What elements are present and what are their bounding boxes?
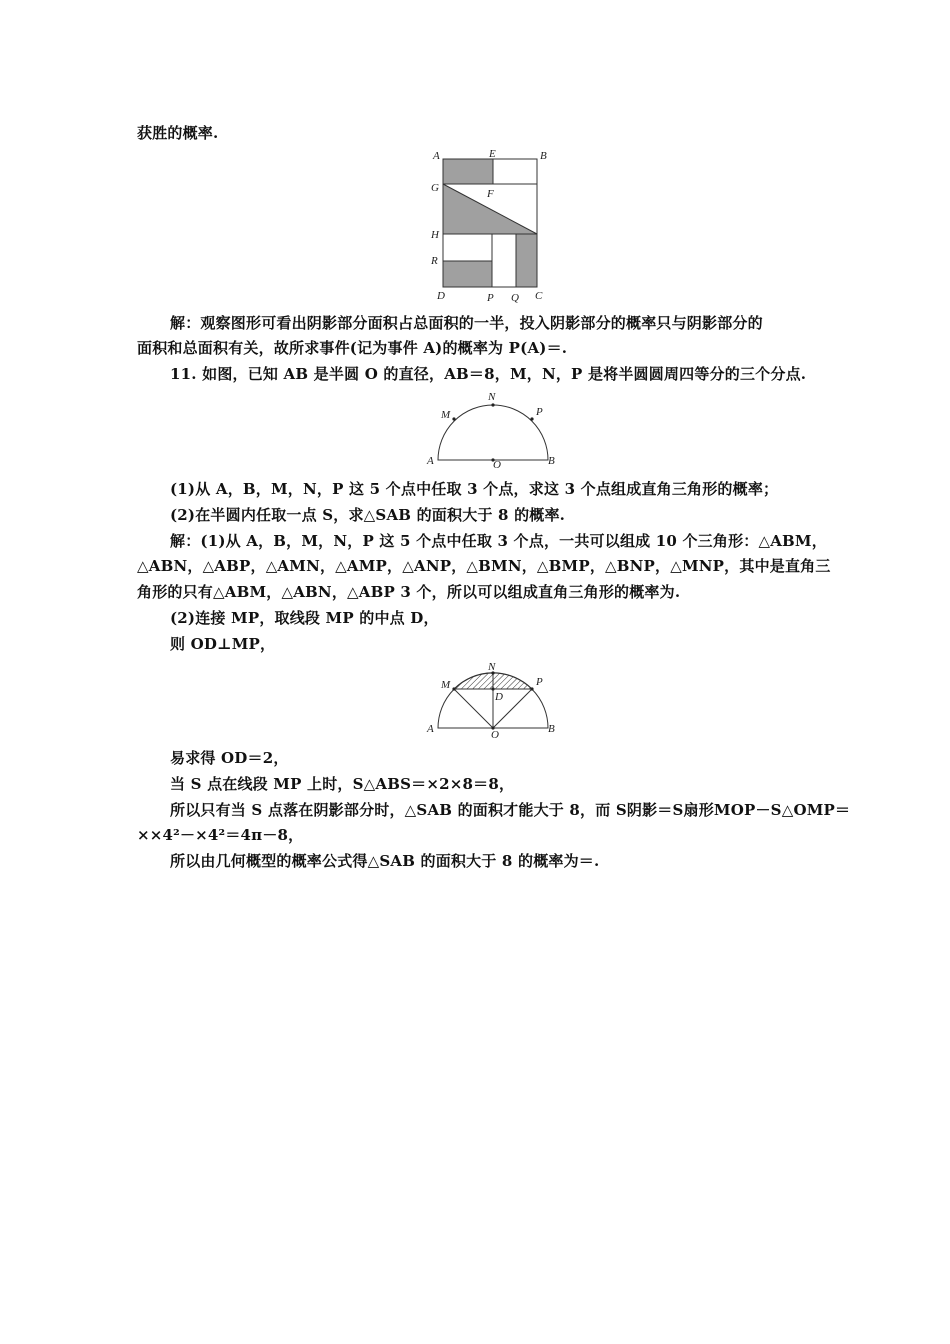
text-line-4: 11. 如图，已知 AB 是半圆 O 的直径，AB＝8，M，N，P 是将半圆圆周四等分的三个分点. [170, 365, 807, 383]
text-line-15: ××4²－×4²＝4π－8， [137, 826, 304, 844]
text-line-5: (1)从 A，B，M，N，P 这 5 个点中任取 3 个点，求这 3 个点组成直角三角形的概率； [170, 480, 779, 498]
fig3-label-P: P [536, 676, 543, 688]
fig2-label-A: A [427, 455, 434, 467]
fig1-label-A: A [433, 150, 440, 162]
semicircle-figure [424, 388, 564, 473]
text-line-11: 则 OD⊥MP， [170, 635, 276, 653]
fig3-label-M: M [441, 679, 451, 691]
fig2-label-B: B [548, 455, 555, 467]
fig1-label-E: E [489, 148, 496, 160]
text-line-10: (2)连接 MP，取线段 MP 的中点 D， [170, 609, 439, 627]
text-line-2: 解：观察图形可看出阴影部分面积占总面积的一半，投入阴影部分的概率只与阴影部分的 [170, 314, 763, 332]
fig3-label-B: B [548, 723, 555, 735]
fig2-label-O: O [493, 459, 501, 471]
fig3-label-O: O [491, 729, 499, 741]
text-line-3: 面积和总面积有关，故所求事件(记为事件 A)的概率为 P(A)＝. [137, 339, 568, 357]
fig3-label-A: A [427, 723, 434, 735]
fig1-label-D: D [437, 290, 445, 302]
fig1-label-H: H [431, 229, 439, 241]
fig2-label-M: M [441, 409, 451, 421]
shaded-bottom-left [443, 261, 492, 287]
fig1-label-F: F [487, 188, 494, 200]
shaded-right-strip [516, 234, 537, 287]
fig1-label-P: P [487, 292, 494, 304]
fig2-label-N: N [488, 391, 496, 403]
text-line-9: 角形的只有△ABM，△ABN，△ABP 3 个，所以可以组成直角三角形的概率为. [137, 583, 681, 601]
text-line-1: 获胜的概率. [137, 124, 219, 142]
text-line-12: 易求得 OD＝2， [170, 749, 289, 767]
text-line-13: 当 S 点在线段 MP 上时，S△ABS＝×2×8＝8， [170, 775, 515, 793]
fig1-label-C: C [535, 290, 543, 302]
fig3-label-D: D [495, 691, 503, 703]
fig1-label-G: G [431, 182, 439, 194]
text-line-16: 所以由几何概型的概率公式得△SAB 的面积大于 8 的概率为＝. [170, 852, 600, 870]
text-line-14: 所以只有当 S 点落在阴影部分时，△SAB 的面积才能大于 8，而 S阴影＝S扇形MOP－S△OMP＝ [170, 801, 851, 819]
text-line-6: (2)在半圆内任取一点 S，求△SAB 的面积大于 8 的概率. [170, 506, 566, 524]
fig1-label-R: R [431, 255, 438, 267]
text-line-8: △ABN，△ABP，△AMN，△AMP，△ANP，△BMN，△BMP，△BNP，△MNP，其中是直角三 [137, 557, 831, 575]
rectangle-shading-figure [425, 146, 555, 306]
shaded-top-left [443, 159, 493, 184]
fig2-label-P: P [536, 406, 543, 418]
hatched-semicircle-figure [424, 658, 564, 743]
fig1-label-Q: Q [511, 292, 519, 304]
fig3-label-N: N [488, 661, 496, 673]
fig1-label-B: B [540, 150, 547, 162]
text-line-7: 解：(1)从 A，B，M，N，P 这 5 个点中任取 3 个点，一共可以组成 10 个三角形：△ABM， [170, 532, 827, 550]
